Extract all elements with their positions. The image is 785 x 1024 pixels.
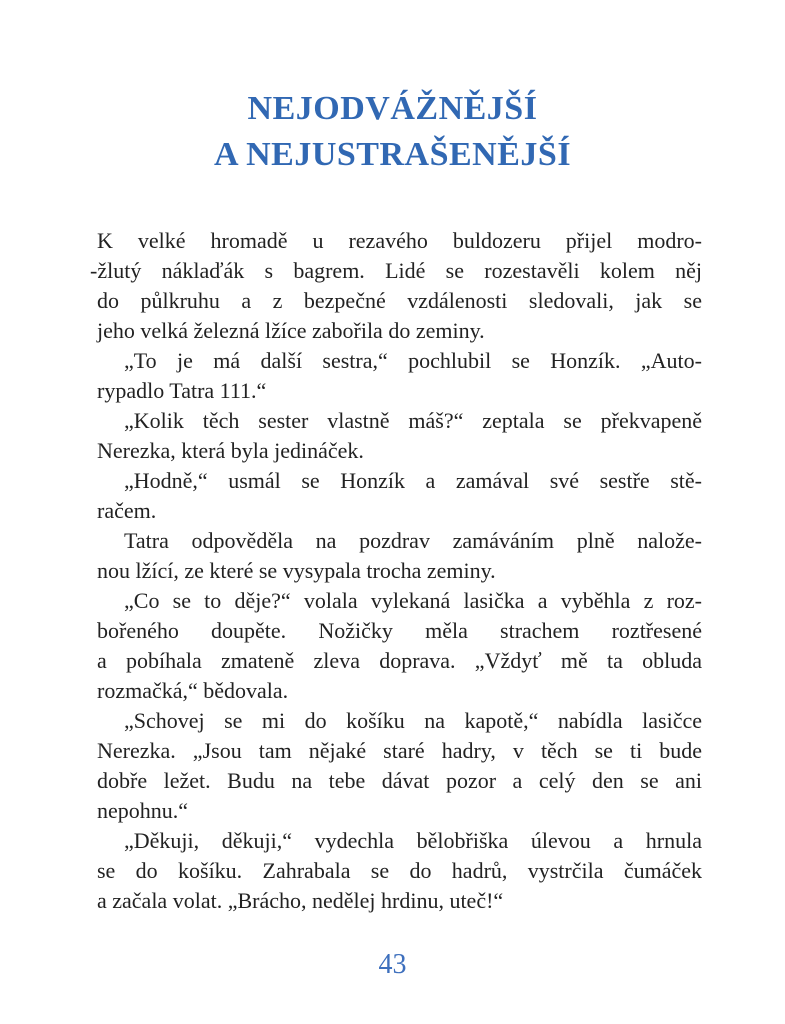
text-line: K velké hromadě u rezavého buldozeru přijel modro-: [97, 228, 702, 253]
body-text: [90, 226, 702, 916]
text-line: „To je má další sestra,“ pochlubil se Honzík. „Auto-: [124, 348, 702, 373]
page-number: 43: [378, 949, 407, 980]
text-line: rozmačká,“ bědovala.: [97, 678, 289, 703]
text-line: „Schovej se mi do košíku na kapotě,“ nabídla lasičce: [124, 708, 702, 733]
text-line: nou lžící, ze které se vysypala trocha zeminy.: [97, 558, 496, 583]
chapter-title-line-2: A NEJUSTRAŠENĚJŠÍ: [213, 136, 572, 173]
chapter-title-line-1: NEJODVÁŽNĚJŠÍ: [247, 90, 538, 127]
text-line: rypadlo Tatra 111.“: [97, 378, 267, 403]
text-line: se do košíku. Zahrabala se do hadrů, vystrčila čumáček: [97, 858, 702, 883]
text-line: jeho velká železná lžíce zabořila do zeminy.: [97, 318, 485, 343]
text-line: račem.: [97, 498, 157, 523]
chapter-title: [0, 86, 785, 178]
text-line: Nerezka, která byla jedináček.: [97, 438, 364, 463]
text-line: „Kolik těch sester vlastně máš?“ zeptala se překvapeně: [124, 408, 702, 433]
text-line: nepohnu.“: [97, 798, 189, 823]
text-line: „Děkuji, děkuji,“ vydechla bělobřiška úlevou a hrnula: [124, 828, 702, 853]
text-line: bořeného doupěte. Nožičky měla strachem roztřesené: [97, 618, 702, 643]
text-line: Tatra odpověděla na pozdrav zamáváním plně nalože-: [124, 528, 702, 553]
text-line: „Hodně,“ usmál se Honzík a zamával své sestře stě-: [124, 468, 702, 493]
text-line: a začala volat. „Brácho, nedělej hrdinu, uteč!“: [97, 888, 504, 913]
text-line: Nerezka. „Jsou tam nějaké staré hadry, v těch se ti bude: [97, 738, 702, 763]
text-line: do půlkruhu a z bezpečné vzdálenosti sledovali, jak se: [97, 288, 702, 313]
text-line: „Co se to děje?“ volala vylekaná lasička a vyběhla z roz-: [124, 588, 702, 613]
text-line: dobře ležet. Budu na tebe dávat pozor a celý den se ani: [97, 768, 702, 793]
text-line: a pobíhala zmateně zleva doprava. „Vždyť mě ta obluda: [97, 648, 702, 673]
text-line: -žlutý náklaďák s bagrem. Lidé se rozestavěli kolem něj: [90, 258, 702, 283]
